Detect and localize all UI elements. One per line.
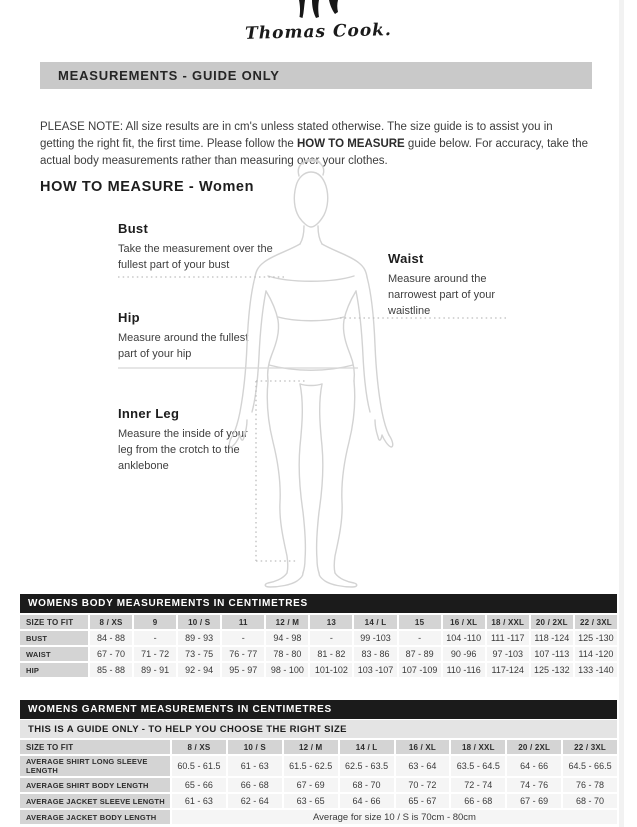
- value-cell: 104 -110: [443, 631, 485, 645]
- value-cell: 81 - 82: [310, 647, 352, 661]
- value-cell: 67 - 69: [507, 794, 561, 808]
- waist-label: [388, 251, 528, 319]
- hip-title: Hip: [118, 310, 140, 325]
- value-cell: 66 - 68: [451, 794, 505, 808]
- value-cell: 68 - 70: [563, 794, 617, 808]
- value-cell: 110 -116: [443, 663, 485, 677]
- value-cell: 63.5 - 64.5: [451, 756, 505, 776]
- size-column-header-cell: 8 / XS: [172, 740, 226, 754]
- value-cell: 114 -120: [575, 647, 617, 661]
- womens-body-measurements-table: [18, 613, 619, 679]
- row-label-cell: BUST: [20, 631, 88, 645]
- value-cell: 107 -109: [399, 663, 441, 677]
- value-cell: 65 - 66: [172, 778, 226, 792]
- bust-label: [118, 221, 288, 273]
- table-row: [20, 756, 617, 776]
- size-column-header-cell: 13: [310, 615, 352, 629]
- value-cell: 84 - 88: [90, 631, 132, 645]
- value-cell: 85 - 88: [90, 663, 132, 677]
- value-cell: 78 - 80: [266, 647, 308, 661]
- waist-title: Waist: [388, 251, 424, 266]
- waist-description: Measure around the narrowest part of your waistline: [388, 273, 495, 317]
- bust-description: Take the measurement over the fullest part of your bust: [118, 243, 273, 271]
- value-cell: 92 - 94: [178, 663, 220, 677]
- size-header-row: [20, 740, 617, 754]
- body-table-title-bar: WOMENS BODY MEASUREMENTS IN CENTIMETRES: [20, 594, 617, 613]
- value-cell: 87 - 89: [399, 647, 441, 661]
- size-column-header-cell: 16 / XL: [396, 740, 450, 754]
- value-cell: 61 - 63: [172, 794, 226, 808]
- row-label-cell: HIP: [20, 663, 88, 677]
- value-cell: 72 - 74: [451, 778, 505, 792]
- size-column-header-cell: 16 / XL: [443, 615, 485, 629]
- value-cell: 99 -103: [354, 631, 396, 645]
- size-column-header-cell: 10 / S: [178, 615, 220, 629]
- womens-body-measurements-section: [20, 594, 617, 679]
- value-cell: 101-102: [310, 663, 352, 677]
- value-cell: 61 - 63: [228, 756, 282, 776]
- hip-label: [118, 310, 263, 362]
- bust-title: Bust: [118, 221, 149, 236]
- table-row: [20, 647, 617, 661]
- please-note-text: [40, 119, 588, 170]
- size-column-header-cell: 22 / 3XL: [563, 740, 617, 754]
- value-cell: -: [222, 631, 264, 645]
- value-cell: 62.5 - 63.5: [340, 756, 394, 776]
- table-row: [20, 631, 617, 645]
- size-column-header-cell: 12 / M: [266, 615, 308, 629]
- value-cell: 63 - 65: [284, 794, 338, 808]
- value-cell: 118 -124: [531, 631, 573, 645]
- womens-garment-measurements-section: [20, 700, 617, 826]
- value-cell: 76 - 77: [222, 647, 264, 661]
- value-cell: 68 - 70: [340, 778, 394, 792]
- value-cell: 125 -130: [575, 631, 617, 645]
- value-cell: 67 - 70: [90, 647, 132, 661]
- value-cell: 117-124: [487, 663, 529, 677]
- page-title: MEASUREMENTS - GUIDE ONLY: [40, 62, 592, 89]
- table-row: [20, 794, 617, 808]
- value-cell: 111 -117: [487, 631, 529, 645]
- value-cell: 65 - 67: [396, 794, 450, 808]
- note-text-bold: HOW TO MEASURE: [296, 137, 405, 150]
- value-cell: 64 - 66: [340, 794, 394, 808]
- size-column-header-cell: 10 / S: [228, 740, 282, 754]
- value-cell: -: [399, 631, 441, 645]
- size-column-header-cell: 14 / L: [354, 615, 396, 629]
- size-column-header-cell: 12 / M: [284, 740, 338, 754]
- value-cell: -: [310, 631, 352, 645]
- row-label-cell: AVERAGE JACKET SLEEVE LENGTH: [20, 794, 170, 808]
- value-cell: 89 - 91: [134, 663, 176, 677]
- row-label-cell: WAIST: [20, 647, 88, 661]
- horse-silhouette-icon: [293, 0, 345, 22]
- size-column-header-cell: 11: [222, 615, 264, 629]
- value-cell: 95 - 97: [222, 663, 264, 677]
- garment-table-subtitle-bar: THIS IS A GUIDE ONLY - TO HELP YOU CHOOSE THE RIGHT SIZE: [20, 720, 617, 738]
- inner-leg-label: [118, 406, 260, 474]
- size-column-header-cell: 20 / 2XL: [507, 740, 561, 754]
- size-column-header-cell: 9: [134, 615, 176, 629]
- size-column-header-cell: 22 / 3XL: [575, 615, 617, 629]
- value-cell: 83 - 86: [354, 647, 396, 661]
- size-header-row: [20, 615, 617, 629]
- note-text-after: guide below. For accuracy, take the actual body measurements rather than measuring over your clothes.: [40, 137, 588, 167]
- value-cell: 73 - 75: [178, 647, 220, 661]
- row-label-cell: AVERAGE SHIRT LONG SLEEVE LENGTH: [20, 756, 170, 776]
- size-column-header-cell: 20 / 2XL: [531, 615, 573, 629]
- value-cell: 89 - 93: [178, 631, 220, 645]
- how-to-measure-heading: HOW TO MEASURE - Women: [40, 179, 255, 196]
- row-label-cell: AVERAGE JACKET BODY LENGTH: [20, 810, 170, 824]
- value-cell: 90 -96: [443, 647, 485, 661]
- brand-logo: [0, 0, 637, 42]
- note-text-before: PLEASE NOTE: All size results are in cm's unless stated otherwise. The size guide is to assist you in getting the right fit, the first time. Please follow the: [40, 120, 553, 150]
- size-column-header-cell: 18 / XXL: [451, 740, 505, 754]
- value-cell: 64 - 66: [507, 756, 561, 776]
- value-cell: 103 -107: [354, 663, 396, 677]
- table-row: [20, 663, 617, 677]
- size-column-header-cell: 18 / XXL: [487, 615, 529, 629]
- value-cell: 70 - 72: [396, 778, 450, 792]
- inner-leg-description: Measure the inside of your leg from the crotch to the anklebone: [118, 428, 248, 472]
- value-cell: 133 -140: [575, 663, 617, 677]
- value-cell: 60.5 - 61.5: [172, 756, 226, 776]
- value-cell: 74 - 76: [507, 778, 561, 792]
- row-label-cell: AVERAGE SHIRT BODY LENGTH: [20, 778, 170, 792]
- size-column-header-cell: 8 / XS: [90, 615, 132, 629]
- value-cell: 97 -103: [487, 647, 529, 661]
- value-cell: 63 - 64: [396, 756, 450, 776]
- brand-logo-text: Thomas Cook.: [244, 20, 393, 44]
- size-to-fit-header-cell: SIZE TO FIT: [20, 740, 170, 754]
- value-cell: -: [134, 631, 176, 645]
- value-cell: 62 - 64: [228, 794, 282, 808]
- table-row: [20, 778, 617, 792]
- size-to-fit-header-cell: SIZE TO FIT: [20, 615, 88, 629]
- size-column-header-cell: 15: [399, 615, 441, 629]
- value-cell: 64.5 - 66.5: [563, 756, 617, 776]
- womens-garment-measurements-table: [18, 738, 619, 826]
- value-cell: 61.5 - 62.5: [284, 756, 338, 776]
- size-column-header-cell: 14 / L: [340, 740, 394, 754]
- table-row: [20, 810, 617, 824]
- value-cell: 66 - 68: [228, 778, 282, 792]
- value-cell: 76 - 78: [563, 778, 617, 792]
- scrollbar-track[interactable]: [619, 0, 624, 827]
- value-cell: 125 -132: [531, 663, 573, 677]
- value-cell: 94 - 98: [266, 631, 308, 645]
- value-cell: 71 - 72: [134, 647, 176, 661]
- hip-description: Measure around the fullest part of your hip: [118, 332, 249, 360]
- row-span-value-cell: Average for size 10 / S is 70cm - 80cm: [172, 810, 617, 824]
- inner-leg-title: Inner Leg: [118, 406, 180, 421]
- value-cell: 98 - 100: [266, 663, 308, 677]
- value-cell: 107 -113: [531, 647, 573, 661]
- garment-table-title-bar: WOMENS GARMENT MEASUREMENTS IN CENTIMETRES: [20, 700, 617, 719]
- value-cell: 67 - 69: [284, 778, 338, 792]
